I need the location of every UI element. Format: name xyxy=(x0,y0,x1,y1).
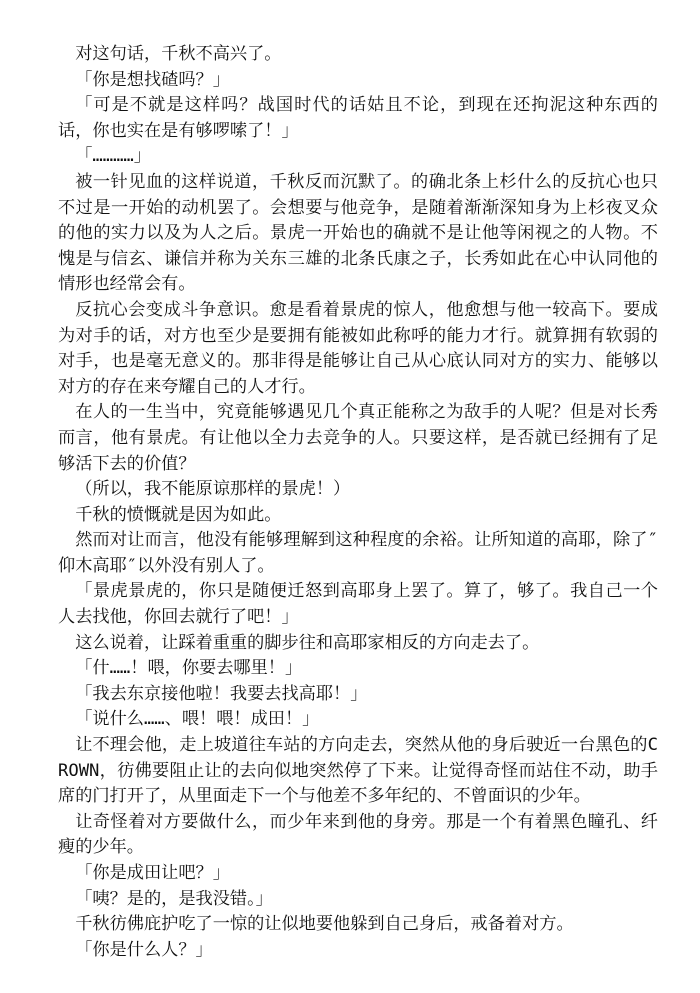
paragraph: 千秋彷佛庇护吃了一惊的让似地要他躲到自己身后，戒备着对方。 xyxy=(75,914,574,935)
paragraph: 「说什么……、喂！喂！成田！」 xyxy=(75,709,320,730)
paragraph: 这么说着，让踩着重重的脚步往和高耶家相反的方向走去了。 xyxy=(75,632,540,653)
paragraph: 「你是什么人？」 xyxy=(75,939,213,960)
paragraph: 然而对让而言，他没有能够理解到这种程度的余裕。让所知道的高耶，除了″仰木高耶″以外没有别人了。 xyxy=(58,530,658,576)
paragraph: 「什……！喂，你要去哪里！」 xyxy=(75,658,303,679)
paragraph: 「可是不就是这样吗？战国时代的话姑且不论，到现在还拘泥这种东西的话，你也实在是有够啰嗦了！」 xyxy=(58,95,658,141)
paragraph: 对这句话，千秋不高兴了。 xyxy=(75,44,282,64)
paragraph: 千秋的愤慨就是因为如此。 xyxy=(75,504,282,525)
paragraph: 「…………」 xyxy=(75,146,151,167)
paragraph: 「你是想找碴吗？」 xyxy=(75,69,230,90)
paragraph: 在人的一生当中，究竟能够遇见几个真正能称之为敌手的人呢？但是对长秀而言，他有景虎。有让他以全力去竞争的人。只要这样，是否就已经拥有了足够活下去的价值？ xyxy=(58,402,658,474)
paragraph: 让不理会他，走上坡道往车站的方向走去，突然从他的身后驶近一台黑色的CROWN，彷佛要阻止让的去向似地突然停了下来。让觉得奇怪而站住不动，助手席的门打开了，从里面走下一个与他差不多年纪的、不曾面识的少年。 xyxy=(58,735,658,807)
paragraph: 「咦？是的，是我没错。」 xyxy=(75,888,273,909)
paragraph: 让奇怪着对方要做什么，而少年来到他的身旁。那是一个有着黑色瞳孔、纤瘦的少年。 xyxy=(58,811,658,858)
paragraph: 反抗心会变成斗争意识。愈是看着景虎的惊人，他愈想与他一较高下。要成为对手的话，对方也至少是要拥有能被如此称呼的能力才行。就算拥有软弱的对手，也是毫无意义的。那非得是能够让自己从心底认同对方的实力、能够以对方的存在来夸耀自己的人才行。 xyxy=(58,299,658,397)
paragraph: 被一针见血的这样说道，千秋反而沉默了。的确北条上杉什么的反抗心也只不过是一开始的动机罢了。会想要与他竞争，是随着渐渐深知身为上杉夜叉众的他的实力以及为人之后。景虎一开始也的确就不是让他等闲视之的人物。不愧是与信玄、谦信并称为关东三雄的北条氏康之子，长秀如此在心中认同他的情形也经常会有。 xyxy=(58,171,658,295)
paragraph: 「景虎景虎的，你只是随便迁怒到高耶身上罢了。算了，够了。我自己一个人去找他，你回去就行了吧！」 xyxy=(58,581,658,628)
paragraph: 「我去东京接他啦！我要去找高耶！」 xyxy=(75,683,368,704)
page-body xyxy=(58,42,658,963)
paragraph: （所以，我不能原谅那样的景虎！） xyxy=(75,479,351,500)
paragraph: 「你是成田让吧？」 xyxy=(75,863,230,883)
